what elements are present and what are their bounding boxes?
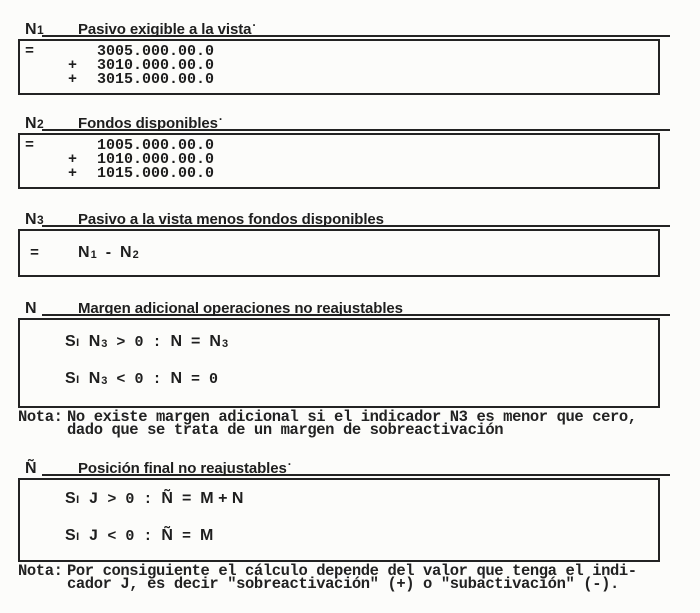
section-title-text: Pasivo a la vista menos fondos disponibles: [78, 211, 384, 228]
formula-box-n3: [18, 229, 660, 277]
section-title-text: Margen adicional operaciones no reajustables: [78, 300, 403, 317]
section-label-main: Ñ: [25, 460, 37, 477]
section-label-sub: 2: [36, 117, 45, 131]
condition-line: Si J > 0 : Ñ = M + N: [65, 490, 244, 508]
footnote-marker: ·: [218, 112, 223, 126]
operator: =: [25, 137, 35, 154]
section-label-sub: 3: [36, 213, 45, 227]
account-code: 3010.000.00.0: [97, 57, 215, 74]
note: [18, 408, 700, 439]
account-code: 1015.000.00.0: [97, 165, 215, 182]
section-label: [25, 116, 78, 132]
condition-line: Si N3 > 0 : N = N3: [65, 333, 229, 351]
section-header: [0, 17, 700, 38]
section-header: [0, 456, 700, 477]
footnote-marker: ·: [287, 457, 292, 471]
note-text: [67, 408, 700, 439]
section-title-text: Pasivo exigible a la vista: [78, 21, 252, 38]
footnote-marker: ·: [252, 18, 257, 32]
note-label: Nota:: [18, 408, 63, 426]
section-title-text: Posición final no reajustables: [78, 460, 287, 477]
note-text: [67, 562, 700, 593]
section-label-main: N: [25, 211, 37, 228]
section-title: [78, 296, 404, 317]
condition-line: Si N3 < 0 : N = 0: [65, 370, 219, 388]
section-n: [0, 296, 700, 437]
note-line: Por consiguiente el cálculo depende del valor que tenga el indi-: [67, 562, 637, 580]
formula-box-n1: [18, 39, 660, 95]
section-label: [25, 461, 78, 477]
condition-box-n: [18, 318, 660, 408]
section-title: [78, 17, 256, 38]
note-label: Nota:: [18, 562, 63, 580]
section-header: [0, 207, 700, 228]
operator: +: [68, 57, 78, 74]
account-code: 3005.000.00.0: [97, 43, 215, 60]
section-label: [25, 212, 78, 228]
account-code: 1010.000.00.0: [97, 151, 215, 168]
section-label: [25, 301, 78, 317]
section-title: [78, 456, 292, 477]
formula-expression: N1 - N2: [78, 244, 139, 261]
formula-row: [20, 167, 658, 181]
account-code: 1005.000.00.0: [97, 137, 215, 154]
formula-box-n2: [18, 133, 660, 189]
section-header: [0, 111, 700, 132]
section-label-main: N: [25, 300, 37, 317]
note-line: dado que se trata de un margen de sobreactivación: [67, 421, 504, 439]
section-n1: [0, 17, 700, 95]
section-n3: [0, 207, 700, 277]
operator: =: [30, 245, 40, 262]
section-label-sub: 1: [36, 23, 45, 37]
formula-row: [20, 73, 658, 87]
note: [18, 562, 700, 593]
condition-box-enye: [18, 478, 660, 562]
operator: +: [68, 71, 78, 88]
section-n2: [0, 111, 700, 189]
section-title-text: Fondos disponibles: [78, 115, 218, 132]
condition-line: Si J < 0 : Ñ = M: [65, 527, 214, 545]
operator: +: [68, 165, 78, 182]
note-line: cador J, es decir "sobreactivación" (+) o "subactivación" (-).: [67, 575, 619, 593]
section-header: [0, 296, 700, 317]
section-label-main: N: [25, 21, 37, 38]
section-title: [78, 111, 223, 132]
section-title: [78, 207, 385, 228]
operator: =: [25, 43, 35, 60]
section-label: [25, 22, 78, 38]
note-line: No existe margen adicional si el indicador N3 es menor que cero,: [67, 408, 637, 426]
section-label-main: N: [25, 115, 37, 132]
section-enye: [0, 456, 700, 591]
account-code: 3015.000.00.0: [97, 71, 215, 88]
operator: +: [68, 151, 78, 168]
